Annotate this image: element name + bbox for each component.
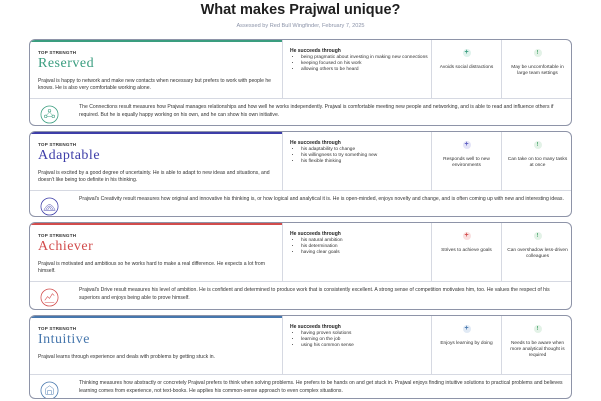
plus-icon: +	[464, 49, 469, 56]
succeeds-heading: He succeeds through	[290, 324, 341, 330]
strength-card-intuitive	[29, 315, 572, 399]
list-item: • learning on the job	[301, 337, 429, 343]
benefit-text: Strives to achieve goals	[441, 248, 492, 253]
page-subtitle: Assessed by Red Bull Wingfinder, February 7, 2025	[236, 23, 365, 29]
trait-name: Achiever	[38, 239, 94, 254]
benefit-text: Responds well to new environments	[443, 157, 490, 169]
top-strength-label: TOP STRENGTH	[38, 142, 77, 147]
succeeds-heading: He succeeds through	[290, 48, 341, 54]
accent-bar	[30, 316, 282, 318]
strength-card-achiever	[29, 222, 572, 310]
drive-emblem-icon	[40, 288, 59, 307]
list-item: • his natural ambition	[301, 238, 429, 244]
card-detail	[30, 98, 571, 125]
benefit-text: Avoids social distractions	[439, 65, 494, 70]
succeeds-heading: He succeeds through	[290, 231, 341, 237]
strength-benefit	[431, 40, 501, 98]
succeeds-column	[282, 40, 431, 98]
card-summary	[30, 132, 571, 190]
top-strength-label: TOP STRENGTH	[38, 50, 77, 55]
list-item: • having clear goals	[301, 250, 429, 256]
succeeds-list	[295, 147, 429, 166]
card-detail	[30, 281, 571, 309]
detail-text: Prajwal's Drive result measures his level of ambition. He is confident and determined to produce work that is consistently excellent. A strong sense of competition motivates him, too. He values the respect of his superiors and enjoys being able to prove himself.	[79, 287, 550, 301]
accent-bar	[30, 40, 282, 42]
list-item: • his willingness to try something new	[301, 153, 429, 159]
strength-caution	[501, 40, 572, 98]
list-item: • allowing others to be heard	[301, 67, 429, 73]
strength-benefit	[431, 316, 501, 374]
strength-caution	[501, 223, 572, 281]
exclamation-icon: !	[534, 141, 542, 149]
detail-text: Thinking measures how abstractly or concretely Prajwal prefers to think when solving problems. He prefers to be hands on and get stuck in. Prajwal enjoys finding intuitive solutions to practical problems and believes learning comes from experience, not text-books. He applies his common-sense approach to even complex situations.	[79, 380, 563, 394]
strength-caution	[501, 132, 572, 190]
succeeds-list	[295, 331, 429, 350]
card-summary	[30, 223, 571, 281]
list-item: • his flexible thinking	[301, 159, 429, 165]
card-detail	[30, 374, 571, 398]
card-detail	[30, 190, 571, 216]
strength-caution	[501, 316, 572, 374]
trait-description: Prajwal is happy to network and make new contacts when necessary but prefers to work with people he knows. He is also very comfortable working alone.	[38, 78, 272, 91]
plus-icon: +	[464, 141, 469, 148]
trait-description: Prajwal is motivated and ambitious so he works hard to make a real difference. He expects a lot from himself.	[38, 261, 265, 274]
plus-icon: +	[464, 232, 469, 239]
caution-text: May be uncomfortable in large team settings	[511, 65, 564, 77]
accent-bar	[30, 132, 282, 134]
succeeds-list	[295, 238, 429, 257]
exclamation-icon: !	[534, 232, 542, 240]
list-item: • using his common sense	[301, 343, 429, 349]
list-item: • having proven solutions	[301, 331, 429, 337]
top-strength-label: TOP STRENGTH	[38, 233, 77, 238]
trait-name: Reserved	[38, 56, 95, 71]
connections-emblem-icon	[40, 105, 59, 124]
top-strength-label: TOP STRENGTH	[38, 326, 77, 331]
trait-name: Intuitive	[38, 332, 90, 347]
card-summary	[30, 316, 571, 374]
strength-benefit	[431, 132, 501, 190]
plus-icon: +	[464, 325, 469, 332]
accent-bar	[30, 223, 282, 225]
caution-text: Can take on too many tasks at once	[507, 157, 568, 169]
detail-text: Prajwal's Creativity result measures how original and innovative his thinking is, or how logical and analytical it is. He is open-minded, enjoys novelty and change, and is often coming up with new and interesting ideas.	[79, 196, 564, 202]
exclamation-icon: !	[534, 49, 542, 57]
strength-card-reserved	[29, 39, 572, 126]
list-item: • being pragmatic about investing in making new connections	[301, 55, 429, 61]
trait-description: Prajwal is excited by a good degree of uncertainty. He is able to adapt to new ideas and situations, and doesn't like being too definite in his thinking.	[38, 170, 270, 183]
succeeds-column	[282, 223, 431, 281]
list-item: • his determination	[301, 244, 429, 250]
succeeds-column	[282, 316, 431, 374]
detail-text: The Connections result measures how Prajwal manages relationships and how well he works independently. Prajwal is comfortable meeting new people and networking, and is able to read and influence others if required. But he is equally happy working on his own, and he can show his own initiative.	[79, 104, 554, 118]
list-item: • keeping focused on his work	[301, 61, 429, 67]
benefit-text: Enjoys learning by doing	[440, 341, 493, 346]
caution-text: Needs to be aware when more analytical thought is required	[510, 341, 565, 359]
trait-name: Adaptable	[38, 148, 101, 163]
exclamation-icon: !	[534, 325, 542, 333]
list-item: • his adaptability to change	[301, 147, 429, 153]
creativity-emblem-icon	[40, 197, 59, 216]
trait-description: Prajwal learns through experience and deals with problems by getting stuck in.	[38, 354, 215, 360]
page-title: What makes Prajwal unique?	[200, 2, 401, 18]
card-summary	[30, 40, 571, 98]
succeeds-heading: He succeeds through	[290, 140, 341, 146]
caution-text: Can overshadow less-driven colleagues	[507, 248, 568, 260]
succeeds-list	[295, 55, 429, 74]
strength-benefit	[431, 223, 501, 281]
succeeds-column	[282, 132, 431, 190]
thinking-emblem-icon	[40, 381, 59, 399]
strength-card-adaptable	[29, 131, 572, 217]
